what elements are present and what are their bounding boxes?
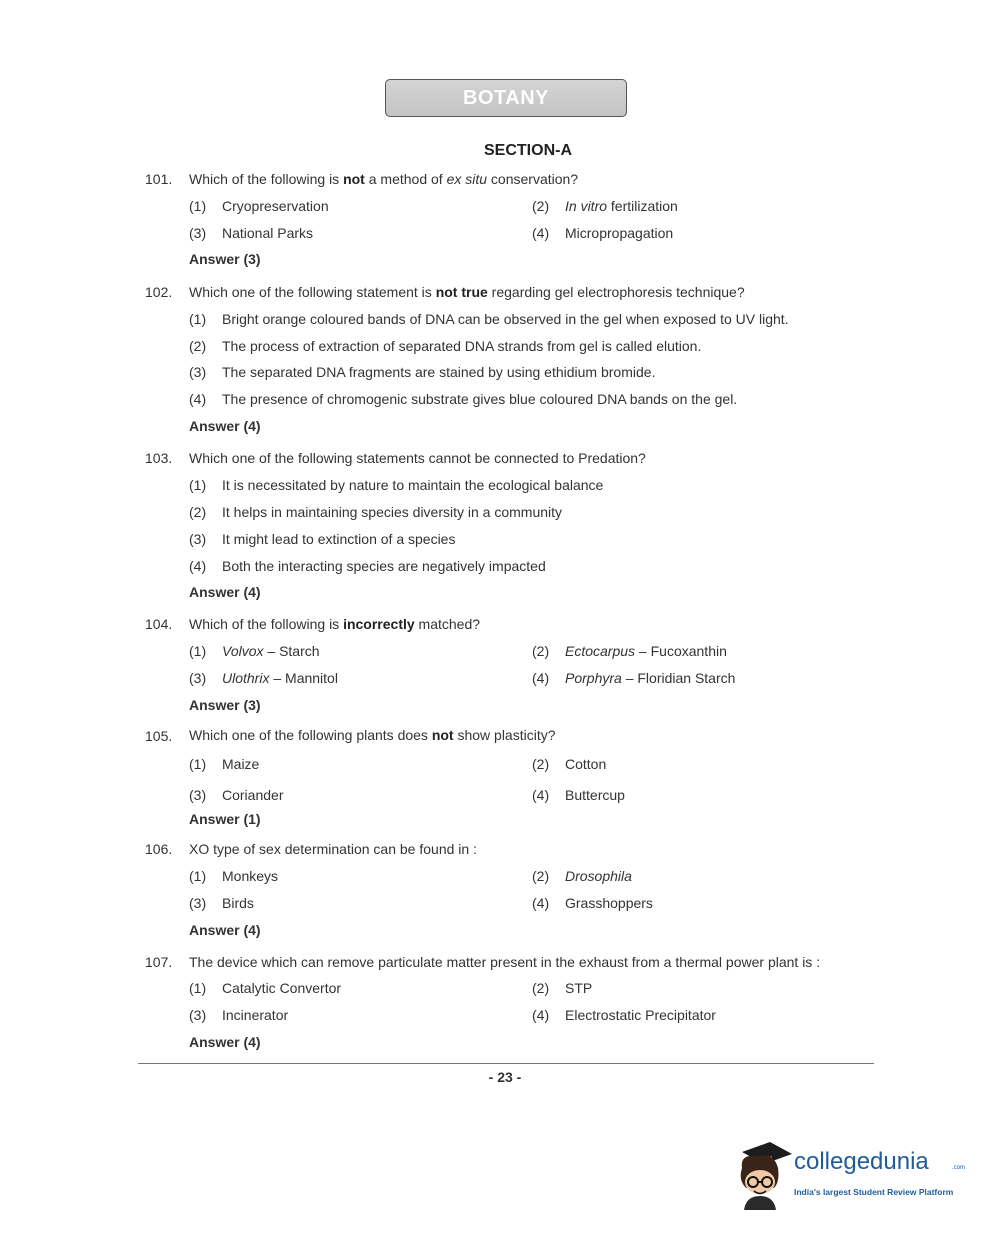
question-number: 107. <box>145 954 173 970</box>
option-text: It helps in maintaining species diversity in a community <box>222 504 563 520</box>
option-number: (2) <box>189 504 207 520</box>
answer-label: Answer (1) <box>189 811 261 827</box>
option-text: In vitro fertilization <box>565 198 678 214</box>
option-number: (4) <box>532 670 550 686</box>
option-number: (1) <box>189 311 207 327</box>
question-number: 104. <box>145 616 173 632</box>
answer-label: Answer (3) <box>189 697 261 713</box>
option-text: The presence of chromogenic substrate gives blue coloured DNA bands on the gel. <box>222 391 738 407</box>
option-text: Cotton <box>565 756 607 772</box>
subject-title: BOTANY <box>463 86 549 109</box>
question-text: Which one of the following plants does not show plasticity? <box>189 727 556 743</box>
question-text: Which of the following is not a method of ex situ conservation? <box>189 171 579 187</box>
option-number: (1) <box>189 756 207 772</box>
option-text: National Parks <box>222 225 314 241</box>
option-text: Maize <box>222 756 260 772</box>
option-number: (3) <box>189 531 207 547</box>
option-number: (4) <box>189 391 207 407</box>
logo-domain: .com <box>952 1165 966 1171</box>
question-text: Which of the following is incorrectly matched? <box>189 616 481 632</box>
question-text: XO type of sex determination can be found in : <box>189 841 477 857</box>
option-text: Both the interacting species are negatively impacted <box>222 558 546 574</box>
answer-label: Answer (4) <box>189 1034 261 1050</box>
option-number: (3) <box>189 787 207 803</box>
option-text: Electrostatic Precipitator <box>565 1007 716 1023</box>
question-text: Which one of the following statements cannot be connected to Predation? <box>189 450 646 466</box>
answer-label: Answer (3) <box>189 251 261 267</box>
option-number: (3) <box>189 895 207 911</box>
option-text: Drosophila <box>565 868 632 884</box>
option-number: (3) <box>189 364 207 380</box>
answer-label: Answer (4) <box>189 418 261 434</box>
option-number: (1) <box>189 868 207 884</box>
option-number: (1) <box>189 198 207 214</box>
option-text: Porphyra – Floridian Starch <box>565 670 736 686</box>
option-number: (1) <box>189 477 207 493</box>
answer-label: Answer (4) <box>189 922 261 938</box>
option-text: Catalytic Convertor <box>222 980 342 996</box>
answer-label: Answer (4) <box>189 584 261 600</box>
option-number: (4) <box>532 225 550 241</box>
option-number: (3) <box>189 1007 207 1023</box>
mascot-icon <box>734 1138 794 1210</box>
option-number: (4) <box>532 787 550 803</box>
option-text: Ulothrix – Mannitol <box>222 670 338 686</box>
logo-wordmark: collegedunia <box>794 1148 929 1175</box>
option-text: Coriander <box>222 787 284 803</box>
option-text: Cryopreservation <box>222 198 329 214</box>
collegedunia-logo[interactable] <box>734 1138 964 1210</box>
option-text: The process of extraction of separated DNA strands from gel is called elution. <box>222 338 702 354</box>
option-number: (2) <box>532 756 550 772</box>
option-number: (2) <box>532 643 550 659</box>
option-number: (3) <box>189 225 207 241</box>
option-text: Monkeys <box>222 868 279 884</box>
option-text: Ectocarpus – Fucoxanthin <box>565 643 727 659</box>
option-text: Buttercup <box>565 787 625 803</box>
question-number: 106. <box>145 841 173 857</box>
option-number: (4) <box>189 558 207 574</box>
option-text: The separated DNA fragments are stained by using ethidium bromide. <box>222 364 656 380</box>
option-number: (4) <box>532 1007 550 1023</box>
page-number: - 23 - <box>488 1069 522 1085</box>
option-text: Grasshoppers <box>565 895 653 911</box>
question-number: 105. <box>145 728 173 744</box>
logo-tagline: India's largest Student Review Platform <box>794 1187 954 1197</box>
option-number: (2) <box>532 198 550 214</box>
question-text: Which one of the following statement is not true regarding gel electrophoresis technique? <box>189 284 745 300</box>
option-text: Birds <box>222 895 254 911</box>
option-text: Incinerator <box>222 1007 289 1023</box>
option-number: (2) <box>532 980 550 996</box>
footer-divider <box>138 1063 874 1064</box>
option-text: It is necessitated by nature to maintain the ecological balance <box>222 477 604 493</box>
option-text: Bright orange coloured bands of DNA can be observed in the gel when exposed to UV light. <box>222 311 789 327</box>
option-text: STP <box>565 980 593 996</box>
option-number: (1) <box>189 980 207 996</box>
option-text: Micropropagation <box>565 225 674 241</box>
option-number: (1) <box>189 643 207 659</box>
subject-banner <box>385 79 627 117</box>
option-number: (2) <box>532 868 550 884</box>
option-text: Volvox – Starch <box>222 643 320 659</box>
option-number: (3) <box>189 670 207 686</box>
question-number: 101. <box>145 171 173 187</box>
option-number: (2) <box>189 338 207 354</box>
option-text: It might lead to extinction of a species <box>222 531 456 547</box>
question-text: The device which can remove particulate matter present in the exhaust from a thermal power plant is : <box>189 954 821 970</box>
question-number: 103. <box>145 450 173 466</box>
section-title: SECTION-A <box>484 142 572 159</box>
option-number: (4) <box>532 895 550 911</box>
question-number: 102. <box>145 284 173 300</box>
